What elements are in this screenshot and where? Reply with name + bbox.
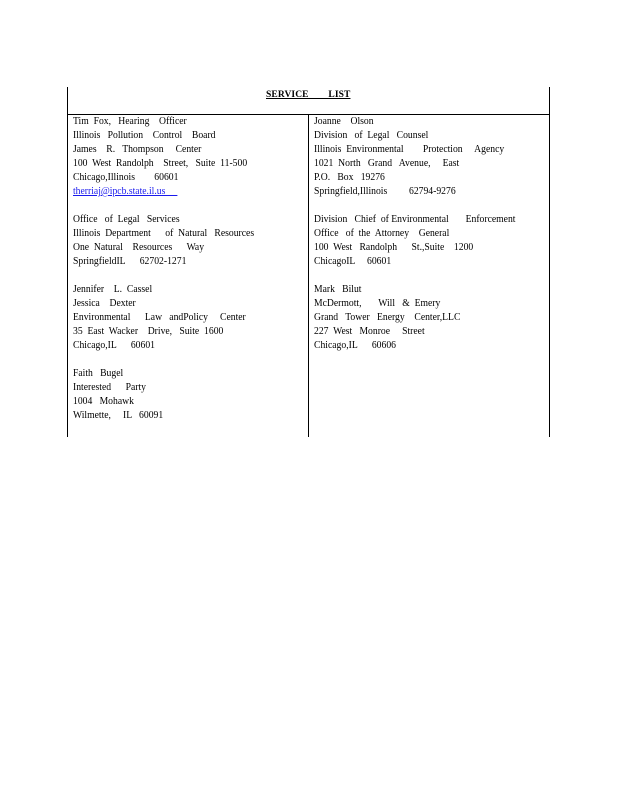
- contact-line: Illinois Environmental Protection Agency: [314, 144, 505, 155]
- contact-line: Illinois Pollution Control Board: [73, 130, 216, 141]
- contact-email-link[interactable]: therriaj@ipcb.state.il.us: [73, 186, 178, 197]
- contact-line: 100 West Randolph Street, Suite 11-500: [73, 158, 248, 169]
- contact-line: Springfield,Illinois 62794-9276: [314, 186, 456, 197]
- contact-entry: [73, 115, 309, 199]
- service-list-title: SERVICE LIST: [266, 90, 351, 100]
- contact-line: SpringfieldIL 62702-1271: [73, 256, 187, 267]
- contact-entry: [73, 367, 309, 423]
- contact-line: Interested Party: [73, 382, 146, 393]
- contact-line: Chicago,IL 60601: [73, 340, 156, 351]
- contact-line: Joanne Olson: [314, 116, 374, 127]
- contact-entry: [314, 283, 550, 353]
- contact-entry: [73, 213, 309, 269]
- contact-line: Environmental Law andPolicy Center: [73, 312, 246, 323]
- contact-line: One Natural Resources Way: [73, 242, 205, 253]
- contact-line: Jessica Dexter: [73, 298, 136, 309]
- contact-line: Chicago,IL 60606: [314, 340, 397, 351]
- contact-line: Office of the Attorney General: [314, 228, 450, 239]
- contact-line: James R. Thompson Center: [73, 144, 202, 155]
- contact-line: ChicagoIL 60601: [314, 256, 392, 267]
- contact-entry: [73, 283, 309, 353]
- service-list-table: [67, 87, 550, 437]
- contact-line: 35 East Wacker Drive, Suite 1600: [73, 326, 224, 337]
- contact-line: Illinois Department of Natural Resources: [73, 228, 255, 239]
- contact-line: Division of Legal Counsel: [314, 130, 429, 141]
- contact-line: Office of Legal Services: [73, 214, 180, 225]
- right-column: [314, 115, 550, 367]
- contact-line: Jennifer L. Cassel: [73, 284, 153, 295]
- contact-line: Grand Tower Energy Center,LLC: [314, 312, 461, 323]
- contact-line: Chicago,Illinois 60601: [73, 172, 179, 183]
- contact-entry: [314, 115, 550, 199]
- contact-line: 227 West Monroe Street: [314, 326, 425, 337]
- contact-line: Faith Bugel: [73, 368, 124, 379]
- contact-line: 1021 North Grand Avenue, East: [314, 158, 460, 169]
- left-column: [73, 115, 309, 437]
- table-header-row: [68, 87, 549, 115]
- contact-line: Tim Fox, Hearing Officer: [73, 116, 187, 127]
- contact-line: McDermott, Will & Emery: [314, 298, 441, 309]
- contact-line: P.O. Box 19276: [314, 172, 385, 183]
- contact-line: Wilmette, IL 60091: [73, 410, 164, 421]
- contact-line: 1004 Mohawk: [73, 396, 134, 407]
- contact-line: Division Chief of Environmental Enforcement: [314, 214, 516, 225]
- contact-line: 100 West Randolph St.,Suite 1200: [314, 242, 474, 253]
- contact-line: Mark Bilut: [314, 284, 362, 295]
- contact-entry: [314, 213, 550, 269]
